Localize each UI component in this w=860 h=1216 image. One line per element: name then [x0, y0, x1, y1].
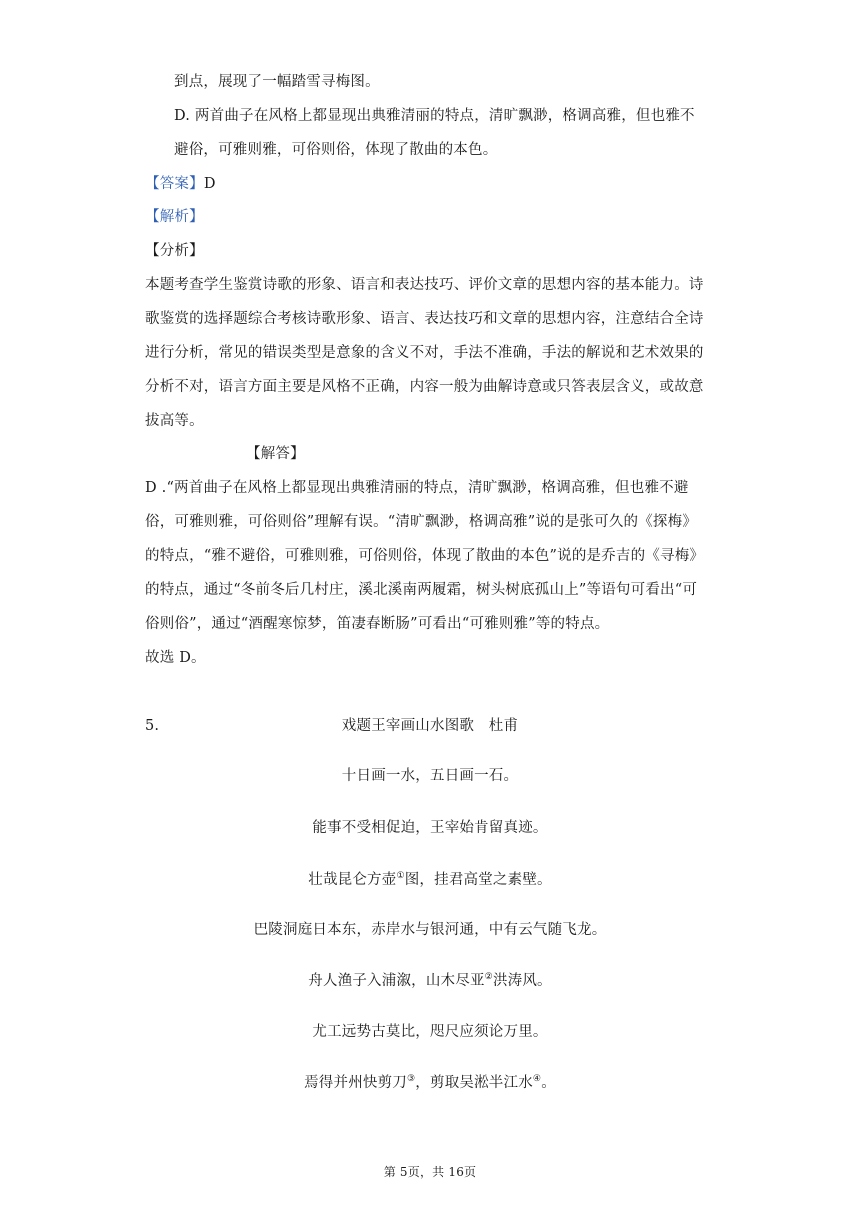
answer-value: D — [203, 176, 216, 192]
option-c-tail: 到点，展现了一幅踏雪寻梅图。 — [174, 74, 380, 90]
answer-line — [145, 174, 216, 194]
poem-title: 戏题王宰画山水图歌 杜甫 — [341, 718, 519, 734]
jieda-line: 的特点，通过“冬前冬后几村庄，溪北溪南两履霜，树头树底孤山上”等语句可看出“可 — [145, 582, 698, 598]
footnote-marker: ① — [396, 871, 405, 882]
jieda-label: 【解答】 — [246, 446, 305, 462]
jieda-line: 俗，可雅则雅，可俗则俗”理解有误。“清旷飘渺，格调高雅”说的是张可久的《探梅》 — [145, 514, 698, 530]
poem-line: 巴陵洞庭日本东，赤岸水与银河通，中有云气随飞龙。 — [253, 922, 607, 938]
question-number: 5. — [145, 718, 160, 734]
answer-label: 【答案】 — [145, 176, 204, 192]
jieda-line: 的特点，“雅不避俗，可雅则雅，可俗则俗，体现了散曲的本色”说的是乔吉的《寻梅》 — [145, 548, 705, 564]
jieda-line: D .“两首曲子在风格上都显现出典雅清丽的特点，清旷飘渺，格调高雅，但也雅不避 — [145, 480, 689, 496]
poem-line: 壮哉昆仑方壶①图，挂君高堂之素壁。 — [308, 871, 552, 888]
option-d-line-2: 避俗，可雅则雅，可俗则俗，体现了散曲的本色。 — [174, 142, 498, 158]
fenxi-line: 分析不对，语言方面主要是风格不正确，内容一般为曲解诗意或只答表层含义，或故意 — [145, 379, 704, 395]
poem-line: 能事不受相促迫，王宰始肯留真迹。 — [312, 820, 548, 836]
poem-line: 十日画一水，五日画一石。 — [341, 768, 519, 784]
footnote-marker: ② — [484, 972, 493, 983]
poem-line: 舟人渔子入浦溆，山木尽亚②洪涛风。 — [308, 972, 552, 989]
fenxi-line: 拔高等。 — [145, 413, 204, 429]
jieda-conclusion: 故选 D。 — [145, 650, 206, 666]
fenxi-label: 【分析】 — [145, 243, 204, 259]
fenxi-line: 本题考查学生鉴赏诗歌的形象、语言和表达技巧、评价文章的思想内容的基本能力。诗 — [145, 277, 704, 293]
page-footer: 第 5页，共 16页 — [383, 1165, 477, 1179]
jieda-line: 俗则俗”，通过“酒醒寒惊梦，笛凄春断肠”可看出“可雅则雅”等的特点。 — [145, 616, 610, 632]
poem-line: 尤工远势古莫比，咫尺应须论万里。 — [312, 1024, 548, 1040]
fenxi-line: 进行分析，常见的错误类型是意象的含义不对，手法不准确，手法的解说和艺术效果的 — [145, 345, 704, 361]
analysis-label: 【解析】 — [145, 209, 204, 225]
option-d-line-1: D. 两首曲子在风格上都显现出典雅清丽的特点，清旷飘渺，格调高雅，但也雅不 — [174, 108, 695, 124]
poem-line: 焉得并州快剪刀③，剪取吴淞半江水④。 — [304, 1074, 556, 1091]
fenxi-line: 歌鉴赏的选择题综合考核诗歌形象、语言、表达技巧和文章的思想内容，注意结合全诗 — [145, 311, 704, 327]
footnote-marker: ④ — [532, 1074, 542, 1085]
footnote-marker: ③ — [407, 1074, 416, 1085]
